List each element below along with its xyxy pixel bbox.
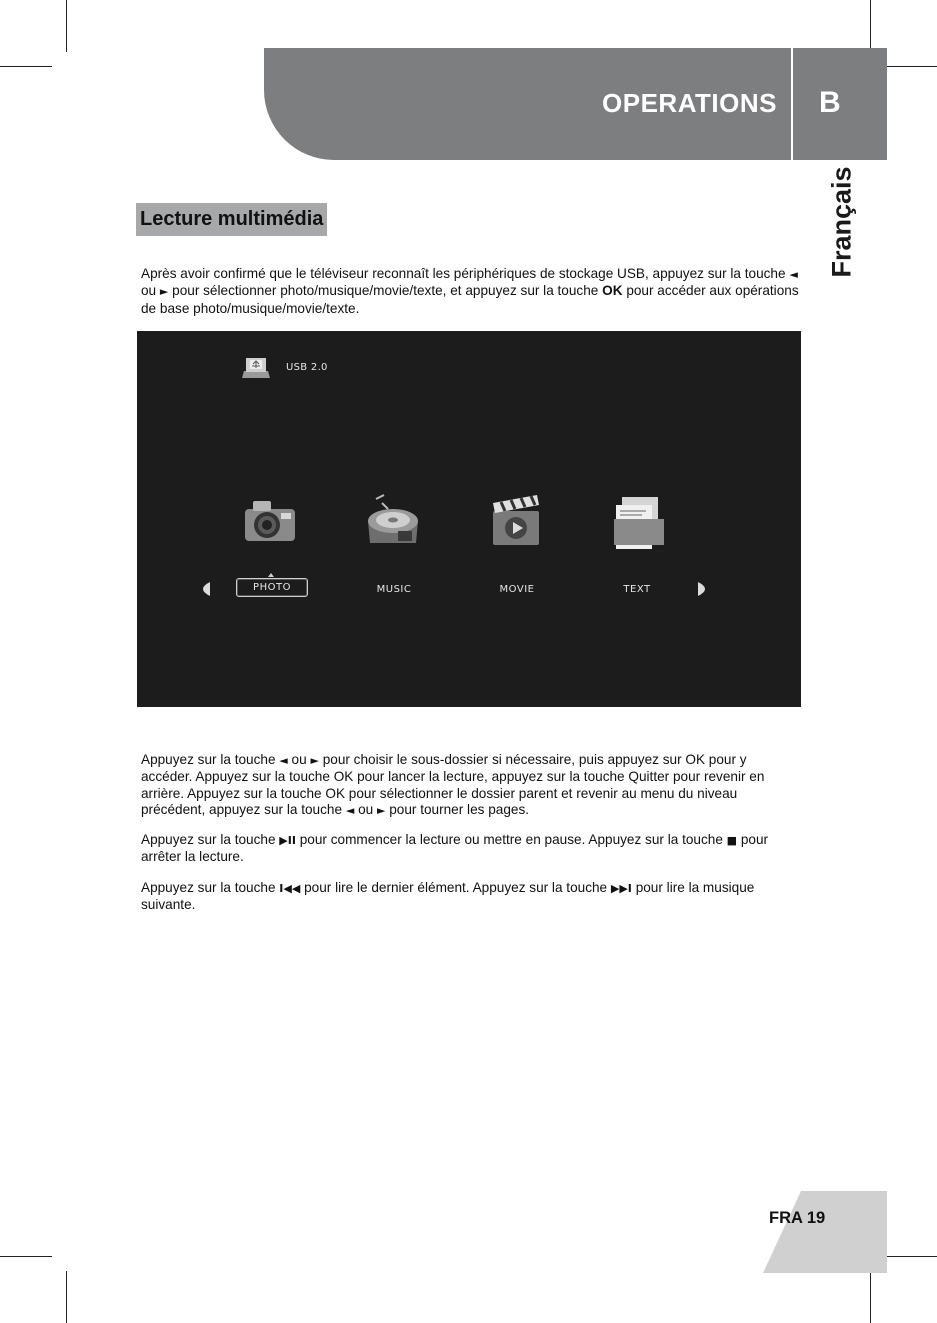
text: ou xyxy=(141,283,157,299)
left-arrow-glyph: ◄ xyxy=(345,803,355,817)
page-number: FRA 19 xyxy=(769,1209,826,1227)
left-arrow-glyph: ◄ xyxy=(279,754,288,767)
navigation-paragraph xyxy=(141,752,801,819)
text: Après avoir confirmé que le téléviseur reconnaît les périphériques de stockage USB, appuyez sur la touche xyxy=(141,266,786,281)
crop-mark xyxy=(0,1256,52,1257)
section-title: Lecture multimédia xyxy=(136,203,327,236)
ok-key: OK xyxy=(602,283,623,299)
menu-left-arrow-icon[interactable] xyxy=(194,580,212,598)
previous-icon: I◀◀ xyxy=(279,882,301,895)
text: pour choisir le sous-dossier si nécessaire, puis appuyez sur OK pour y accéder. Appuyez sur la touche OK pour lancer la lecture, appuyez sur la touche Quitter pour revenir en arrière. Appuyez sur la touche OK pour sélectionner le dossier parent et revenir au menu du niveau précédent, appuyez sur la touche xyxy=(141,752,765,817)
selection-caret xyxy=(268,573,274,577)
text: ou xyxy=(358,801,374,817)
section-tab xyxy=(793,48,887,160)
crop-mark xyxy=(870,1271,871,1323)
crop-mark xyxy=(66,0,67,52)
prev-next-paragraph xyxy=(141,880,801,914)
text: Appuyez sur la touche xyxy=(141,880,276,895)
section-letter: B xyxy=(819,86,841,119)
page-number-tab xyxy=(763,1191,887,1273)
crop-mark xyxy=(885,1256,937,1257)
header-band xyxy=(264,48,791,160)
menu-item-movie[interactable]: MOVIE xyxy=(499,584,535,595)
usb-label: USB 2.0 xyxy=(286,362,328,373)
text: Appuyez sur la touche xyxy=(141,752,276,767)
intro-paragraph xyxy=(141,266,801,317)
camera-icon xyxy=(239,491,301,553)
crop-mark xyxy=(0,66,52,67)
usb-drive-icon xyxy=(241,356,271,380)
text: ou xyxy=(291,752,307,767)
crop-mark xyxy=(885,66,937,67)
text: pour commencer la lecture ou mettre en pause. Appuyez sur la touche xyxy=(299,832,723,847)
next-icon: ▶▶I xyxy=(610,882,632,895)
right-arrow-glyph: ► xyxy=(376,803,386,817)
play-pause-paragraph xyxy=(141,832,801,866)
play-pause-icon: ▶II xyxy=(279,834,296,847)
clapperboard-icon xyxy=(485,491,547,553)
text: pour arrêter la lecture. xyxy=(141,832,769,865)
right-arrow-glyph: ► xyxy=(159,285,169,299)
left-arrow-glyph: ◄ xyxy=(789,268,798,281)
media-menu-screenshot xyxy=(137,331,801,707)
text: pour lire la musique suivante. xyxy=(141,880,755,913)
menu-item-music[interactable]: MUSIC xyxy=(376,584,412,595)
documents-icon xyxy=(608,491,670,553)
text: pour tourner les pages. xyxy=(389,801,530,817)
turntable-icon xyxy=(362,491,424,553)
page-header-title: OPERATIONS xyxy=(602,88,777,118)
text: pour accéder aux opérations de base photo/musique/movie/texte. xyxy=(141,283,799,316)
stop-icon: ■ xyxy=(726,834,738,847)
right-arrow-glyph: ► xyxy=(310,754,319,767)
menu-right-arrow-icon[interactable] xyxy=(696,580,714,598)
menu-item-photo[interactable]: PHOTO xyxy=(236,578,308,597)
text: pour sélectionner photo/musique/movie/texte, et appuyez sur la touche xyxy=(172,283,599,299)
text: Appuyez sur la touche xyxy=(141,832,276,847)
menu-item-text[interactable]: TEXT xyxy=(623,584,651,595)
crop-mark xyxy=(66,1271,67,1323)
language-label: Français xyxy=(826,166,857,278)
crop-mark xyxy=(870,0,871,52)
text: pour lire le dernier élément. Appuyez sur la touche xyxy=(304,880,608,895)
